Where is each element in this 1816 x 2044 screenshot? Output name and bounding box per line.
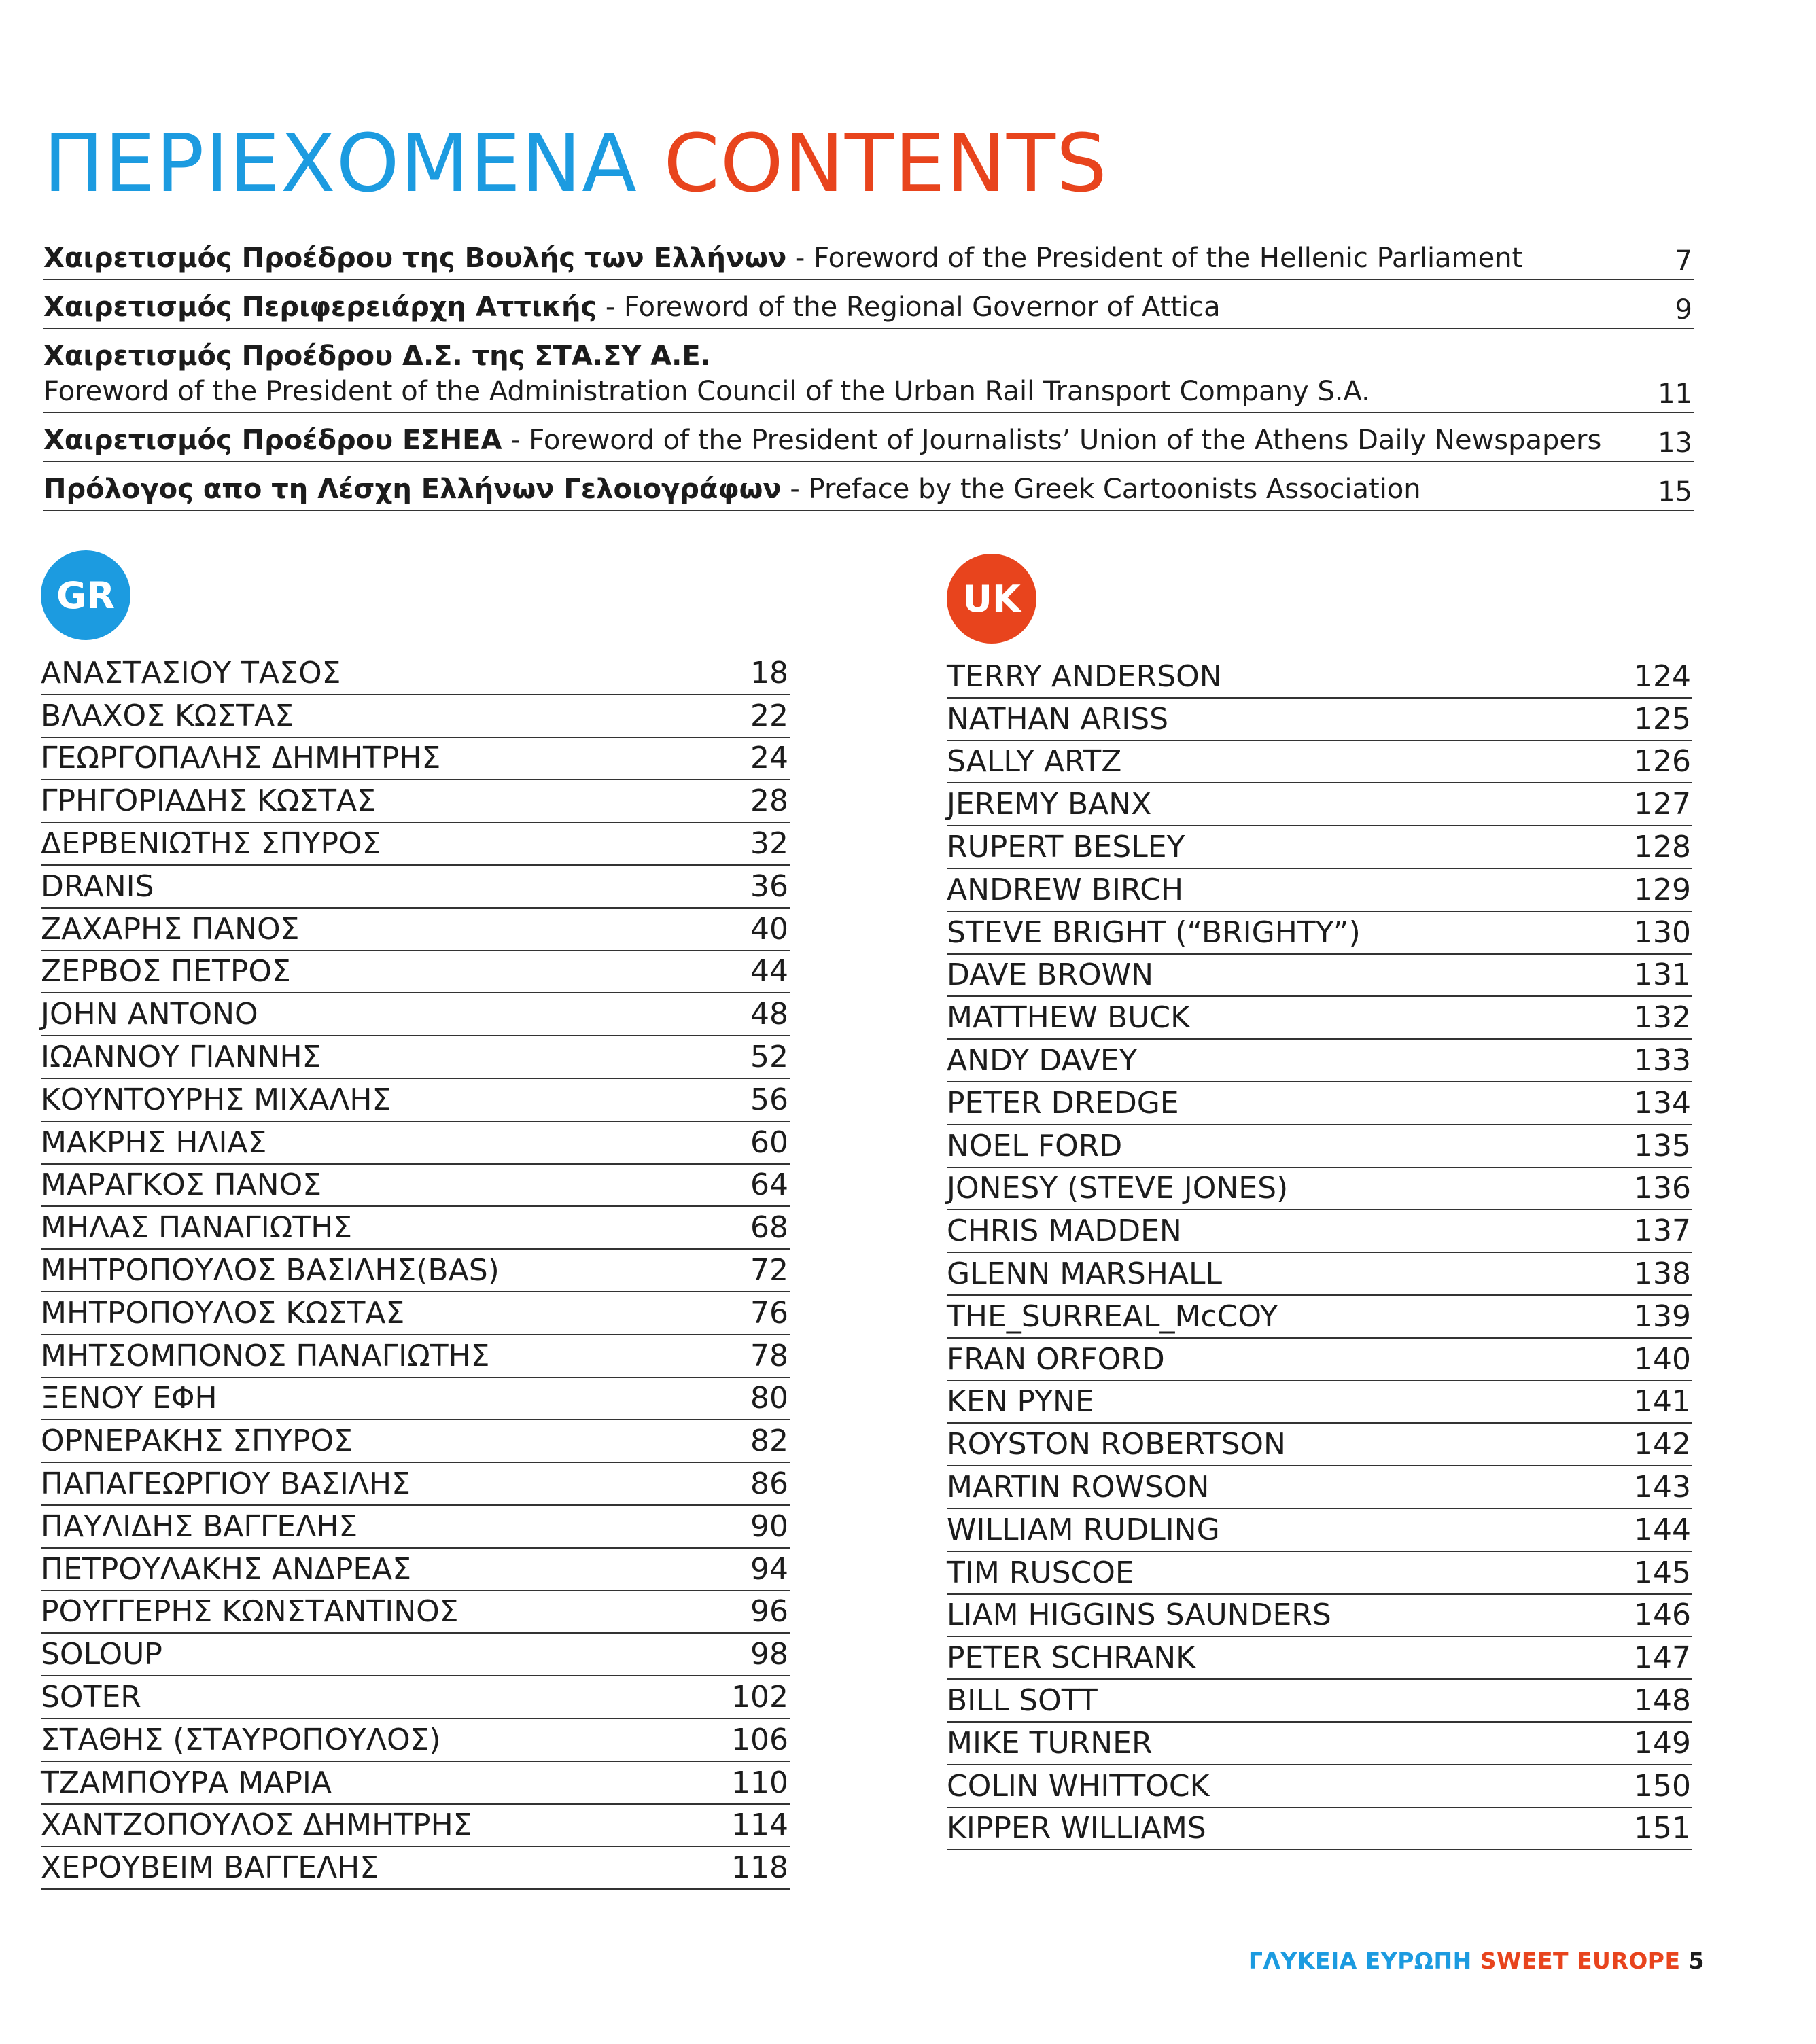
artist-name: TERRY ANDERSON [947, 658, 1222, 694]
toc-row [41, 1805, 790, 1848]
artist-name: ΞΕΝΟΥ ΕΦΗ [41, 1381, 217, 1416]
artist-name: MIKE TURNER [947, 1725, 1153, 1761]
toc-row [947, 1765, 1692, 1808]
artist-name: KEN PYNE [947, 1384, 1094, 1420]
page-number: 110 [731, 1765, 788, 1800]
page-number: 56 [750, 1082, 788, 1117]
toc-row [41, 1847, 790, 1890]
artist-name: ΖΑΧΑΡΗΣ ΠΑΝΟΣ [41, 911, 300, 947]
toc-row [41, 993, 790, 1036]
toc-row [41, 1719, 790, 1762]
toc-row [41, 1420, 790, 1463]
artist-name: NOEL FORD [947, 1128, 1123, 1163]
artist-name: ΟΡΝΕΡΑΚΗΣ ΣΠΥΡΟΣ [41, 1424, 353, 1459]
gr-artist-list [41, 652, 790, 1890]
toc-row [41, 695, 790, 738]
uk-artist-list [947, 656, 1692, 1850]
toc-row [947, 1723, 1692, 1765]
page-number: 94 [750, 1551, 788, 1587]
separator: - [605, 292, 616, 323]
foreword-english: Foreword of the President of the Hellenic Parliament [814, 243, 1523, 274]
toc-row [947, 1680, 1692, 1723]
foreword-page: 7 [1675, 245, 1692, 277]
toc-row [947, 997, 1692, 1040]
artist-name: ANDREW BIRCH [947, 872, 1184, 907]
artist-name: ΠΕΤΡΟΥΛΑΚΗΣ ΑΝΔΡΕΑΣ [41, 1551, 412, 1587]
toc-row [41, 1250, 790, 1292]
artist-name: ΜΗΤΡΟΠΟΥΛΟΣ ΚΩΣΤΑΣ [41, 1295, 405, 1331]
artist-name: RUPERT BESLEY [947, 829, 1185, 864]
page-number: 138 [1634, 1256, 1691, 1291]
toc-row [41, 1079, 790, 1122]
page-number: 135 [1634, 1128, 1691, 1163]
separator: - [790, 474, 800, 505]
separator: - [510, 425, 521, 456]
artist-name: ΚΟΥΝΤΟΥΡΗΣ ΜΙΧΑΛΗΣ [41, 1082, 391, 1117]
toc-row [947, 955, 1692, 998]
page-number: 132 [1634, 1000, 1691, 1036]
foreword-greek: Πρόλογος απο τη Λέσχη Ελλήνων Γελοιογράφων [43, 474, 782, 505]
page-number: 18 [750, 655, 788, 690]
page-number: 28 [750, 783, 788, 819]
toc-row [41, 1122, 790, 1165]
artist-name: MARTIN ROWSON [947, 1469, 1210, 1504]
artist-name: FRAN ORFORD [947, 1341, 1165, 1377]
page-number: 126 [1634, 744, 1691, 779]
artist-name: ΣΤΑΘΗΣ (ΣΤΑΥΡΟΠΟΥΛΟΣ) [41, 1722, 441, 1757]
foreword-english: Foreword of the President of the Administration Council of the Urban Rail Transport Company S.A. [43, 376, 1370, 407]
page-number: 22 [750, 698, 788, 733]
artist-name: ΔΕΡΒΕΝΙΩΤΗΣ ΣΠΥΡΟΣ [41, 826, 381, 861]
toc-row [947, 1125, 1692, 1168]
artist-name: PETER DREDGE [947, 1085, 1179, 1121]
toc-row [41, 1506, 790, 1549]
foreword-row [43, 231, 1694, 280]
foreword-greek: Χαιρετισμός Περιφερειάρχη Αττικής [43, 292, 597, 323]
page-number: 133 [1634, 1042, 1691, 1078]
foreword-page: 9 [1675, 294, 1692, 325]
toc-row [947, 869, 1692, 912]
artist-name: ROYSTON ROBERTSON [947, 1427, 1286, 1462]
page-number: 68 [750, 1210, 788, 1246]
artist-name: ΒΛΑΧΟΣ ΚΩΣΤΑΣ [41, 698, 294, 733]
page-number: 106 [731, 1722, 788, 1757]
toc-row [947, 1040, 1692, 1082]
foreword-english: Foreword of the Regional Governor of Attica [624, 292, 1221, 323]
toc-row [947, 1637, 1692, 1680]
toc-row [41, 1762, 790, 1805]
page-number: 78 [750, 1338, 788, 1373]
footer-english: SWEET EUROPE [1480, 1948, 1681, 1974]
artist-name: JOHN ANTONO [41, 997, 258, 1032]
page-number: 134 [1634, 1085, 1691, 1121]
artist-name: MATTHEW BUCK [947, 1000, 1190, 1036]
title-greek: ΠΕΡΙΕΧΟΜΕΝΑ [43, 116, 638, 210]
page-number: 24 [750, 741, 788, 776]
artist-name: SOTER [41, 1679, 141, 1714]
page-number: 82 [750, 1424, 788, 1459]
page-number: 139 [1634, 1299, 1691, 1334]
artist-name: ΜΗΤΣΟΜΠΟΝΟΣ ΠΑΝΑΓΙΩΤΗΣ [41, 1338, 490, 1373]
artist-name: TIM RUSCOE [947, 1555, 1134, 1590]
artist-name: DAVE BROWN [947, 957, 1154, 993]
foreword-page: 13 [1658, 427, 1692, 459]
toc-row [947, 912, 1692, 955]
page-number: 114 [731, 1808, 788, 1843]
title-english: CONTENTS [663, 116, 1108, 210]
footer-greek: ΓΛΥΚΕΙΑ ΕΥΡΩΠΗ [1248, 1948, 1472, 1974]
page-number: 48 [750, 997, 788, 1032]
toc-row [41, 823, 790, 866]
page-number: 102 [731, 1679, 788, 1714]
page-number: 124 [1634, 658, 1691, 694]
foreword-greek: Χαιρετισμός Προέδρου Δ.Σ. της ΣΤΑ.ΣΥ Α.Ε. [43, 340, 711, 372]
foreword-greek: Χαιρετισμός Προέδρου της Βουλής των Ελλήνων [43, 243, 787, 274]
artist-name: PETER SCHRANK [947, 1640, 1195, 1676]
toc-row [947, 826, 1692, 869]
page-number: 136 [1634, 1171, 1691, 1206]
toc-row [41, 1165, 790, 1208]
page-number: 40 [750, 911, 788, 947]
foreword-english: Preface by the Greek Cartoonists Association [808, 474, 1421, 505]
toc-row [947, 1466, 1692, 1509]
page-number: 128 [1634, 829, 1691, 864]
toc-row [41, 1036, 790, 1079]
artist-name: SOLOUP [41, 1637, 162, 1672]
page-number: 76 [750, 1295, 788, 1331]
toc-row [41, 1549, 790, 1591]
foreword-row [43, 462, 1694, 511]
artist-name: COLIN WHITTOCK [947, 1768, 1210, 1803]
toc-row [947, 1210, 1692, 1253]
toc-row [41, 780, 790, 823]
artist-name: SALLY ARTZ [947, 744, 1122, 779]
page-number: 147 [1634, 1640, 1691, 1676]
page-number: 98 [750, 1637, 788, 1672]
artist-name: ΖΕΡΒΟΣ ΠΕΤΡΟΣ [41, 954, 291, 989]
page-number: 148 [1634, 1682, 1691, 1718]
page-number: 127 [1634, 787, 1691, 822]
page-number: 52 [750, 1039, 788, 1074]
page-number: 36 [750, 868, 788, 904]
toc-row [947, 656, 1692, 699]
page-number: 60 [750, 1125, 788, 1160]
foreword-row [43, 413, 1694, 462]
toc-row [947, 783, 1692, 826]
page-number: 142 [1634, 1427, 1691, 1462]
uk-badge: UK [947, 554, 1036, 644]
page-number: 143 [1634, 1469, 1691, 1504]
page-number: 118 [731, 1850, 788, 1886]
artist-name: DRANIS [41, 868, 154, 904]
foreword-english: Foreword of the President of Journalists’ Union of the Athens Daily Newspapers [529, 425, 1602, 456]
toc-row [947, 741, 1692, 784]
page-footer [1248, 1948, 1705, 1974]
artist-name: THE_SURREAL_McCOY [947, 1299, 1278, 1334]
page-number: 5 [1688, 1948, 1705, 1974]
toc-row [947, 1509, 1692, 1552]
page-number: 149 [1634, 1725, 1691, 1761]
toc-row [947, 1296, 1692, 1339]
page-number: 72 [750, 1252, 788, 1288]
toc-row [947, 1339, 1692, 1381]
page-number: 80 [750, 1381, 788, 1416]
page-number: 90 [750, 1509, 788, 1544]
artist-name: ANDY DAVEY [947, 1042, 1138, 1078]
foreword-list [43, 231, 1694, 511]
artist-name: ΜΗΤΡΟΠΟΥΛΟΣ ΒΑΣΙΛΗΣ(BAS) [41, 1252, 500, 1288]
artist-name: ΜΑΡΑΓΚΟΣ ΠΑΝΟΣ [41, 1167, 322, 1203]
toc-row [41, 1463, 790, 1506]
page-number: 32 [750, 826, 788, 861]
toc-row [41, 652, 790, 695]
page-number: 145 [1634, 1555, 1691, 1590]
toc-row [947, 1381, 1692, 1424]
artist-name: LIAM HIGGINS SAUNDERS [947, 1598, 1331, 1633]
page-number: 137 [1634, 1214, 1691, 1249]
toc-row [947, 1595, 1692, 1638]
artist-name: JEREMY BANX [947, 787, 1152, 822]
page-number: 146 [1634, 1598, 1691, 1633]
page-number: 44 [750, 954, 788, 989]
artist-name: STEVE BRIGHT (“BRIGHTY”) [947, 915, 1361, 950]
toc-row [947, 1168, 1692, 1211]
artist-name: WILLIAM RUDLING [947, 1512, 1220, 1547]
artist-name: ΜΗΛΑΣ ΠΑΝΑΓΙΩΤΗΣ [41, 1210, 353, 1246]
page-number: 131 [1634, 957, 1691, 993]
page-number: 125 [1634, 701, 1691, 737]
foreword-row [43, 280, 1694, 329]
artist-name: ΧΕΡΟΥΒΕΙΜ ΒΑΓΓΕΛΗΣ [41, 1850, 379, 1886]
page-number: 150 [1634, 1768, 1691, 1803]
page-title [43, 116, 1108, 210]
page-number: 130 [1634, 915, 1691, 950]
toc-row [947, 699, 1692, 741]
toc-row [947, 1424, 1692, 1466]
artist-name: JONESY (STEVE JONES) [947, 1171, 1289, 1206]
page-number: 144 [1634, 1512, 1691, 1547]
artist-name: NATHAN ARISS [947, 701, 1169, 737]
gr-badge: GR [41, 550, 130, 640]
foreword-greek: Χαιρετισμός Προέδρου ΕΣΗΕΑ [43, 425, 502, 456]
artist-name: ΡΟΥΓΓΕΡΗΣ ΚΩΝΣΤΑΝΤΙΝΟΣ [41, 1594, 459, 1629]
toc-row [41, 1634, 790, 1676]
artist-name: ΧΑΝΤΖΟΠΟΥΛΟΣ ΔΗΜΗΤΡΗΣ [41, 1808, 472, 1843]
toc-row [41, 1207, 790, 1250]
artist-name: ΑΝΑΣΤΑΣΙΟΥ ΤΑΣΟΣ [41, 655, 341, 690]
separator: - [794, 243, 805, 274]
artist-name: CHRIS MADDEN [947, 1214, 1182, 1249]
page-number: 129 [1634, 872, 1691, 907]
toc-row [947, 1253, 1692, 1296]
artist-name: ΓΡΗΓΟΡΙΑΔΗΣ ΚΩΣΤΑΣ [41, 783, 376, 819]
toc-row [947, 1082, 1692, 1125]
artist-name: ΠΑΥΛΙΔΗΣ ΒΑΓΓΕΛΗΣ [41, 1509, 358, 1544]
toc-row [41, 951, 790, 994]
page-number: 64 [750, 1167, 788, 1203]
artist-name: ΙΩΑΝΝΟΥ ΓΙΑΝΝΗΣ [41, 1039, 321, 1074]
toc-row [41, 1591, 790, 1634]
toc-row [41, 866, 790, 909]
toc-row [947, 1552, 1692, 1595]
artist-name: ΤΖΑΜΠΟΥΡΑ ΜΑΡΙΑ [41, 1765, 332, 1800]
toc-row [41, 1335, 790, 1378]
page-number: 96 [750, 1594, 788, 1629]
toc-row [41, 1676, 790, 1719]
artist-name: KIPPER WILLIAMS [947, 1811, 1206, 1846]
foreword-page: 15 [1658, 476, 1692, 508]
page-number: 140 [1634, 1341, 1691, 1377]
toc-row [947, 1808, 1692, 1851]
foreword-page: 11 [1658, 378, 1692, 410]
artist-name: ΜΑΚΡΗΣ ΗΛΙΑΣ [41, 1125, 267, 1160]
toc-row [41, 738, 790, 781]
page-number: 141 [1634, 1384, 1691, 1420]
artist-name: ΠΑΠΑΓΕΩΡΓΙΟΥ ΒΑΣΙΛΗΣ [41, 1466, 411, 1501]
toc-row [41, 1292, 790, 1335]
page-number: 151 [1634, 1811, 1691, 1846]
foreword-row [43, 329, 1694, 413]
page-number: 86 [750, 1466, 788, 1501]
artist-name: GLENN MARSHALL [947, 1256, 1223, 1291]
artist-name: ΓΕΩΡΓΟΠΑΛΗΣ ΔΗΜΗΤΡΗΣ [41, 741, 441, 776]
toc-row [41, 909, 790, 951]
artist-name: BILL SOTT [947, 1682, 1098, 1718]
toc-row [41, 1378, 790, 1421]
